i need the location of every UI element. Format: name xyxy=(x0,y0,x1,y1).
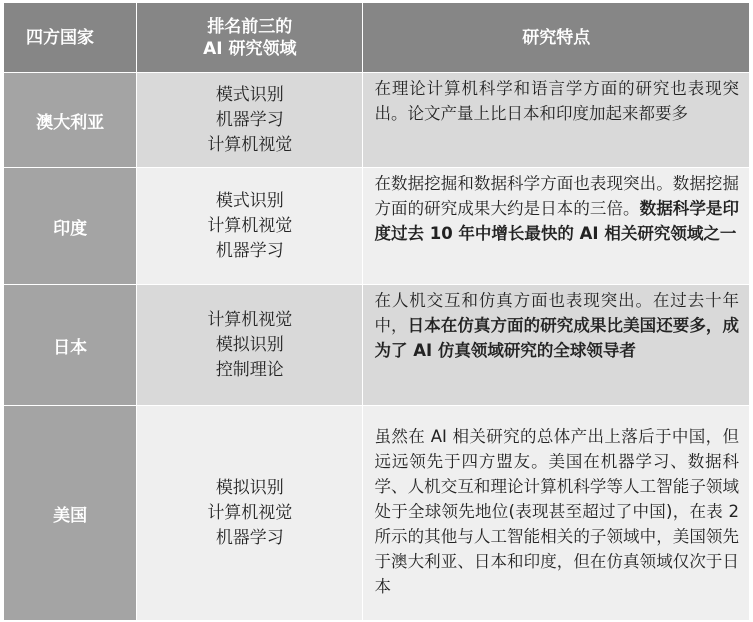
field-item: 模拟识别 xyxy=(215,334,284,355)
table-row xyxy=(4,406,750,621)
fields-cell xyxy=(137,406,363,621)
field-item: 计算机视觉 xyxy=(207,309,293,330)
table-row xyxy=(4,168,750,285)
header-top-fields-line2: AI 研究领域 xyxy=(203,38,297,59)
header-features: 研究特点 xyxy=(363,3,750,73)
desc-cell xyxy=(363,285,750,406)
desc-text: 在人机交互和仿真方面也表现突出。在过去十年中， xyxy=(374,291,739,335)
country-cell: 澳大利亚 xyxy=(4,73,137,168)
desc-text: 在理论计算机科学和语言学方面的研究也表现突出。论文产量上比日本和印度加起来都要多 xyxy=(374,79,739,123)
desc-text: 虽然在 AI 相关研究的总体产出上落后于中国，但远远领先于四方盟友。美国在机器学习、数据科学、人机交互和理论计算机科学等人工智能子领域处于全球领先地位(表现甚至超过了中国)，在表 2 所示的其他与人工智能相关的子领域中，美国领先于澳大利亚、日本和印度，但在仿真领域仅次于日本 xyxy=(374,427,739,596)
field-item: 控制理论 xyxy=(215,359,284,380)
field-item: 机器学习 xyxy=(215,240,284,261)
desc-bold-text: 日本在仿真方面的研究成果比美国还要多，成为了 AI 仿真领域研究的全球领导者 xyxy=(374,316,740,360)
desc-cell xyxy=(363,73,750,168)
quad-ai-research-table xyxy=(3,2,750,621)
table-row xyxy=(4,285,750,406)
country-cell: 美国 xyxy=(4,406,137,621)
field-item: 机器学习 xyxy=(215,109,284,130)
header-top-fields xyxy=(137,3,363,73)
desc-text: 在数据挖掘和数据科学方面也表现突出。数据挖掘方面的研究成果大约是日本的三倍。 xyxy=(374,174,739,218)
field-item: 模拟识别 xyxy=(215,477,284,498)
field-item: 机器学习 xyxy=(215,527,284,548)
country-cell: 日本 xyxy=(4,285,137,406)
field-item: 计算机视觉 xyxy=(207,502,293,523)
field-item: 模式识别 xyxy=(215,84,284,105)
header-row xyxy=(4,3,750,73)
field-item: 计算机视觉 xyxy=(207,134,293,155)
header-country: 四方国家 xyxy=(4,3,137,73)
desc-cell xyxy=(363,168,750,285)
desc-cell xyxy=(363,406,750,621)
field-item: 模式识别 xyxy=(215,190,284,211)
country-cell: 印度 xyxy=(4,168,137,285)
desc-bold-text: 数据科学是印度过去 10 年中增长最快的 AI 相关研究领域之一 xyxy=(374,199,740,243)
fields-cell xyxy=(137,285,363,406)
field-item: 计算机视觉 xyxy=(207,215,293,236)
header-top-fields-line1: 排名前三的 xyxy=(207,16,293,37)
fields-cell xyxy=(137,73,363,168)
fields-cell xyxy=(137,168,363,285)
table-row xyxy=(4,73,750,168)
